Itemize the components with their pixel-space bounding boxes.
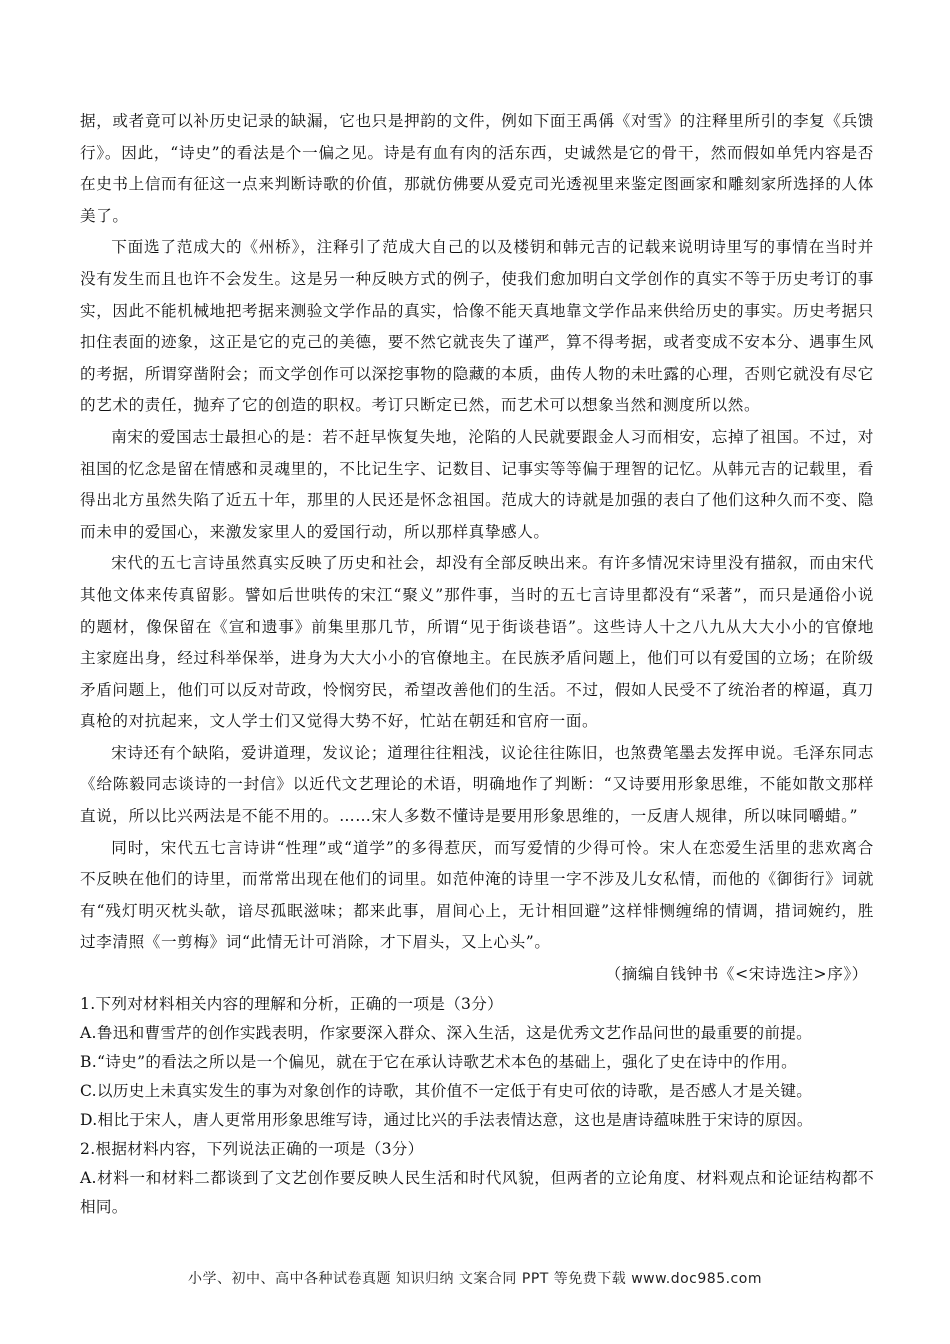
page-footer: 小学、初中、高中各种试卷真题 知识归纳 文案合同 PPT 等免费下载 www.doc985.com — [188, 1271, 762, 1287]
article-body — [80, 106, 874, 991]
question-1-option-a: A.鲁迅和曹雪芹的创作实践表明，作家要深入群众、深入生活，这是优秀文艺作品问世的最重要的前提。 — [80, 1024, 813, 1042]
question-2-option-a: A.材料一和材料二都谈到了文艺创作要反映人民生活和时代风貌，但两者的立论角度、材料观点和论证结构都不相同。 — [80, 1169, 874, 1216]
question-2-stem: 2.根据材料内容，下列说法正确的一项是（3分） — [80, 1140, 424, 1158]
paragraph-3: 南宋的爱国志士最担心的是：若不赶早恢复失地，沦陷的人民就要跟金人习而相安，忘掉了祖国。不过，对祖国的忆念是留在情感和灵魂里的，不比记生字、记数目、记事实等等偏于理智的记忆。从韩元吉的记载里，看得出北方虽然失陷了近五十年，那里的人民还是怀念祖国。范成大的诗就是加强的表白了他们这种久而不变、隐而未申的爱国心，来激发家里人的爱国行动，所以那样真挚感人。 — [80, 427, 874, 541]
question-1-option-b: B.“诗史”的看法之所以是一个偏见，就在于它在承认诗歌艺术本色的基础上，强化了史在诗中的作用。 — [80, 1053, 797, 1071]
paragraph-4: 宋代的五七言诗虽然真实反映了历史和社会，却没有全部反映出来。有许多情况宋诗里没有描叙，而由宋代其他文体来传真留影。譬如后世哄传的宋江“聚义”那件事，当时的五七言诗里都没有“采著”，而只是通俗小说的题材，像保留在《宣和遗事》前集里那几节，所谓“见于街谈巷语”。这些诗人十之八九从大大小小的官僚地主家庭出身，经过科举保举，进身为大大小小的官僚地主。在民族矛盾问题上，他们可以有爱国的立场；在阶级矛盾问题上，他们可以反对苛政，怜悯穷民，希望改善他们的生活。不过，假如人民受不了统治者的榨逼，真刀真枪的对抗起来，文人学士们又觉得大势不好，忙站在朝廷和官府一面。 — [80, 554, 874, 731]
paragraph-6: 同时，宋代五七言诗讲“性理”或“道学”的多得惹厌，而写爱情的少得可怜。宋人在恋爱生活里的悲欢离合不反映在他们的诗里，而常常出现在他们的词里。如范仲淹的诗里一字不涉及儿女私情，而他的《御街行》词就有“残灯明灭枕头欹，谙尽孤眠滋味；都来此事，眉间心上，无计相回避”这样悱恻缠绵的情调，措词婉约，胜过李清照《一剪梅》词“此情无计可消除，才下眉头，又上心头”。 — [80, 838, 874, 952]
paragraph-2: 下面选了范成大的《州桥》，注释引了范成大自己的以及楼钥和韩元吉的记载来说明诗里写的事情在当时并没有发生而且也许不会发生。这是另一种反映方式的例子，使我们愈加明白文学创作的真实不等于历史考订的事实，因此不能机械地把考据来测验文学作品的真实，恰像不能天真地靠文学作品来供给历史的事实。历史考据只扣住表面的迹象，这正是它的克己的美德，要不然它就丧失了谨严，算不得考据，或者变成不安本分、遇事生风的考据，所谓穿凿附会；而文学创作可以深挖事物的隐藏的本质，曲传人物的未吐露的心理，否则它就没有尽它的艺术的责任，抛弃了它的创造的职权。考订只断定已然，而艺术可以想象当然和测度所以然。 — [80, 238, 874, 415]
question-1-option-c: C.以历史上未真实发生的事为对象创作的诗歌，其价值不一定低于有史可依的诗歌，是否感人才是关键。 — [80, 1082, 813, 1100]
questions-section — [80, 990, 874, 1222]
paragraph-5: 宋诗还有个缺陷，爱讲道理，发议论；道理往往粗浅，议论往往陈旧，也煞费笔墨去发挥申说。毛泽东同志《给陈毅同志谈诗的一封信》以近代文艺理论的术语，明确地作了判断：“又诗要用形象思维，不能如散文那样直说，所以比兴两法是不能不用的。……宋人多数不懂诗是要用形象思维的，一反唐人规律，所以味同嚼蜡。” — [80, 743, 874, 826]
source-citation: （摘编自钱钟书《<宋诗选注>序》） — [605, 965, 868, 984]
question-1-option-d: D.相比于宋人，唐人更常用形象思维写诗，通过比兴的手法表情达意，这也是唐诗蕴味胜于宋诗的原因。 — [80, 1111, 813, 1129]
paragraph-1: 据，或者竟可以补历史记录的缺漏，它也只是押韵的文件，例如下面王禹偁《对雪》的注释里所引的李复《兵馈行》。因此，“诗史”的看法是个一偏之见。诗是有血有肉的活东西，史诚然是它的骨干，然而假如单凭内容是否在史书上信而有征这一点来判断诗歌的价值，那就仿佛要从爱克司光透视里来鉴定图画家和雕刻家所选择的人体美了。 — [80, 112, 874, 225]
question-1-stem: 1.下列对材料相关内容的理解和分析，正确的一项是（3分） — [80, 995, 504, 1013]
